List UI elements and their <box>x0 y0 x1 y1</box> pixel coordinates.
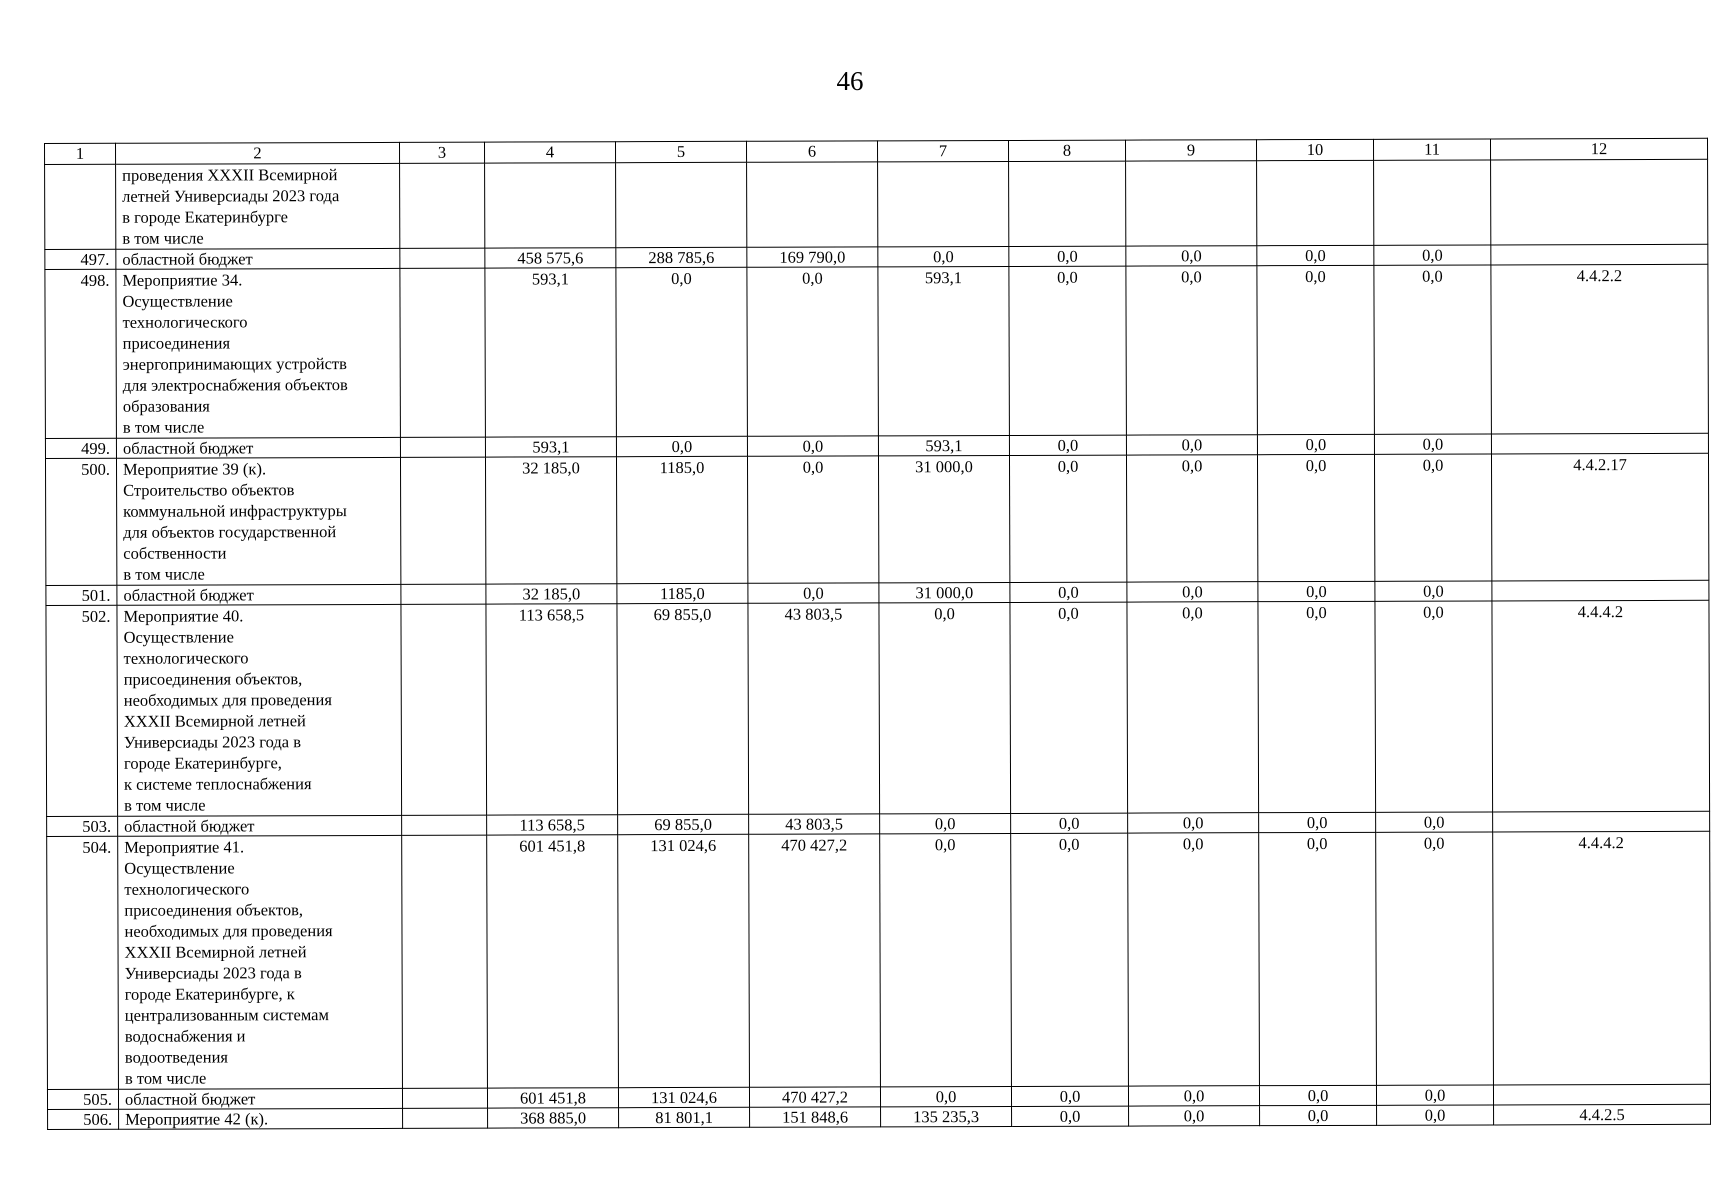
column-5-value: 69 855,0 <box>617 603 749 814</box>
column-number: 12 <box>1490 138 1707 160</box>
row-number: 506. <box>48 1109 119 1129</box>
table-row <box>46 600 1710 816</box>
column-4-value <box>485 163 616 248</box>
column-4-value: 368 885,0 <box>488 1108 619 1128</box>
column-8-value: 0,0 <box>1011 813 1128 833</box>
column-10-value: 0,0 <box>1257 434 1374 454</box>
column-11-value <box>1374 160 1491 245</box>
column-8-value: 0,0 <box>1009 435 1126 455</box>
row-number <box>45 164 116 249</box>
row-number: 503. <box>47 816 118 836</box>
target-code <box>1491 433 1708 454</box>
column-6-value: 470 427,2 <box>749 834 881 1087</box>
column-4-value: 32 185,0 <box>486 584 617 604</box>
row-number: 498. <box>45 269 117 438</box>
target-code: 4.4.4.2 <box>1493 831 1711 1085</box>
column-3-value <box>402 835 488 1088</box>
column-8-value: 0,0 <box>1009 455 1126 582</box>
column-11-value: 0,0 <box>1375 601 1493 812</box>
column-11-value: 0,0 <box>1376 832 1494 1085</box>
column-6-value: 169 790,0 <box>747 247 878 267</box>
column-7-value: 0,0 <box>880 813 1011 833</box>
target-code <box>1492 580 1709 601</box>
column-7-value <box>878 161 1009 246</box>
column-8-value: 0,0 <box>1011 833 1129 1086</box>
target-code: 4.4.4.2 <box>1492 600 1710 812</box>
column-5-value <box>616 162 747 247</box>
column-9-value: 0,0 <box>1128 1086 1259 1106</box>
column-number: 1 <box>45 143 116 164</box>
row-number: 497. <box>45 249 116 269</box>
column-4-value: 593,1 <box>485 437 616 457</box>
column-6-value: 0,0 <box>747 267 879 436</box>
table-row <box>48 1104 1711 1129</box>
column-9-value: 0,0 <box>1127 602 1259 813</box>
column-7-value: 0,0 <box>879 602 1011 813</box>
column-11-value: 0,0 <box>1376 1085 1493 1105</box>
column-5-value: 1185,0 <box>616 456 747 583</box>
column-9-value: 0,0 <box>1127 582 1258 602</box>
column-number: 2 <box>116 142 400 164</box>
column-6-value: 0,0 <box>747 456 878 583</box>
column-10-value: 0,0 <box>1258 581 1375 601</box>
column-8-value: 0,0 <box>1009 246 1126 266</box>
column-8-value: 0,0 <box>1010 602 1128 813</box>
target-code <box>1493 811 1710 832</box>
column-3-value <box>401 604 487 815</box>
column-5-value: 131 024,6 <box>618 834 750 1087</box>
column-11-value: 0,0 <box>1374 454 1491 581</box>
column-number: 7 <box>877 140 1008 161</box>
column-9-value: 0,0 <box>1126 455 1257 582</box>
target-code <box>1493 1084 1710 1105</box>
table-body <box>45 159 1711 1129</box>
column-4-value: 113 658,5 <box>486 604 618 815</box>
column-7-value: 31 000,0 <box>879 582 1010 602</box>
column-10-value: 0,0 <box>1259 1085 1376 1105</box>
column-3-value <box>400 268 486 437</box>
column-8-value: 0,0 <box>1012 1106 1129 1126</box>
column-7-value: 0,0 <box>880 1086 1011 1106</box>
column-9-value: 0,0 <box>1126 266 1258 435</box>
column-9-value <box>1126 161 1257 246</box>
column-9-value: 0,0 <box>1128 833 1260 1086</box>
column-3-value <box>402 815 487 835</box>
budget-table <box>44 138 1711 1130</box>
column-number: 4 <box>484 142 615 163</box>
column-3-value <box>401 584 486 604</box>
column-10-value: 0,0 <box>1257 265 1375 434</box>
column-10-value: 0,0 <box>1259 812 1376 832</box>
row-number: 504. <box>47 836 119 1089</box>
column-4-value: 601 451,8 <box>487 835 619 1088</box>
row-description: областной бюджет <box>116 248 400 269</box>
column-10-value <box>1257 160 1374 245</box>
column-11-value: 0,0 <box>1374 265 1492 434</box>
row-description: проведения XXXII Всемирной летней Универсиады 2023 года в городе Екатеринбурге в том числе <box>116 163 400 249</box>
column-3-value <box>400 248 485 268</box>
column-5-value: 288 785,6 <box>616 247 747 267</box>
row-description: Мероприятие 40. Осуществление технологического присоединения объектов, необходимых для проведения XXXII Всемирной летней Универсиады 2023 года в городе Екатеринбурге, к системе теплоснабжения в том числе <box>117 604 402 816</box>
row-description: областной бюджет <box>118 815 402 836</box>
target-code <box>1491 159 1708 245</box>
column-number: 9 <box>1125 140 1256 161</box>
column-3-value <box>402 1088 487 1108</box>
column-3-value <box>403 1108 488 1128</box>
table-row <box>45 159 1708 249</box>
column-7-value: 135 235,3 <box>881 1106 1012 1126</box>
column-6-value: 470 427,2 <box>749 1087 880 1107</box>
column-4-value: 593,1 <box>485 268 617 437</box>
column-7-value: 593,1 <box>878 435 1009 455</box>
column-3-value <box>400 457 485 584</box>
column-10-value: 0,0 <box>1259 832 1377 1085</box>
column-5-value: 81 801,1 <box>619 1107 750 1127</box>
row-description: Мероприятие 42 (к). <box>119 1108 403 1129</box>
column-5-value: 69 855,0 <box>618 814 749 834</box>
column-4-value: 458 575,6 <box>485 248 616 268</box>
column-7-value: 593,1 <box>878 266 1010 435</box>
column-4-value: 113 658,5 <box>487 815 618 835</box>
column-number: 10 <box>1256 139 1373 160</box>
row-description: областной бюджет <box>116 437 400 458</box>
row-description: Мероприятие 39 (к). Строительство объектов коммунальной инфраструктуры для объектов государственной собственности в том числе <box>116 457 400 585</box>
column-5-value: 0,0 <box>616 267 748 436</box>
column-4-value: 32 185,0 <box>485 457 616 584</box>
target-code <box>1491 244 1708 265</box>
table-row <box>45 264 1709 438</box>
column-11-value: 0,0 <box>1375 581 1492 601</box>
column-8-value: 0,0 <box>1010 582 1127 602</box>
column-9-value: 0,0 <box>1128 813 1259 833</box>
column-9-value: 0,0 <box>1126 435 1257 455</box>
column-7-value: 31 000,0 <box>878 455 1009 582</box>
column-9-value: 0,0 <box>1126 246 1257 266</box>
column-3-value <box>400 163 485 248</box>
column-10-value: 0,0 <box>1260 1105 1377 1125</box>
target-code: 4.4.2.2 <box>1491 264 1709 434</box>
column-number: 11 <box>1373 139 1490 160</box>
row-description: Мероприятие 41. Осуществление технологического присоединения объектов, необходимых для проведения XXXII Всемирной летней Универсиады 2023 года в городе Екатеринбурге, к централизованным системам водоснабжения и водоотведения в том числе <box>118 835 403 1089</box>
table-row <box>47 831 1711 1089</box>
column-6-value: 0,0 <box>748 583 879 603</box>
target-code: 4.4.2.17 <box>1491 453 1708 581</box>
row-description: областной бюджет <box>117 584 401 605</box>
table-row <box>45 453 1708 585</box>
column-number: 8 <box>1008 140 1125 161</box>
column-6-value: 43 803,5 <box>748 603 880 814</box>
page-number: 46 <box>836 66 864 96</box>
row-number: 499. <box>45 438 116 458</box>
target-code: 4.4.2.5 <box>1494 1104 1711 1125</box>
column-11-value: 0,0 <box>1377 1105 1494 1125</box>
column-3-value <box>400 437 485 457</box>
column-number: 5 <box>615 141 746 162</box>
row-number: 505. <box>47 1089 118 1109</box>
column-10-value: 0,0 <box>1258 601 1376 812</box>
column-11-value: 0,0 <box>1374 434 1491 454</box>
row-description: областной бюджет <box>118 1088 402 1109</box>
column-7-value: 0,0 <box>880 833 1012 1086</box>
column-number: 6 <box>746 141 877 162</box>
column-7-value: 0,0 <box>878 246 1009 266</box>
column-6-value: 43 803,5 <box>749 814 880 834</box>
column-6-value: 0,0 <box>747 436 878 456</box>
column-10-value: 0,0 <box>1257 245 1374 265</box>
column-number: 3 <box>399 142 484 163</box>
column-9-value: 0,0 <box>1129 1106 1260 1126</box>
column-5-value: 1185,0 <box>617 583 748 603</box>
row-number: 500. <box>45 458 116 585</box>
column-8-value: 0,0 <box>1009 266 1127 435</box>
row-number: 501. <box>46 585 117 605</box>
column-8-value: 0,0 <box>1011 1086 1128 1106</box>
column-5-value: 131 024,6 <box>618 1087 749 1107</box>
column-4-value: 601 451,8 <box>487 1088 618 1108</box>
column-8-value <box>1009 161 1126 246</box>
column-5-value: 0,0 <box>616 436 747 456</box>
column-6-value: 151 848,6 <box>750 1107 881 1127</box>
column-6-value <box>747 162 878 247</box>
column-11-value: 0,0 <box>1374 245 1491 265</box>
column-10-value: 0,0 <box>1257 454 1374 581</box>
column-11-value: 0,0 <box>1376 812 1493 832</box>
row-number: 502. <box>46 605 118 816</box>
row-description: Мероприятие 34. Осуществление технологического присоединения энергопринимающих устройств для электроснабжения объектов образования в том числе <box>116 268 401 438</box>
